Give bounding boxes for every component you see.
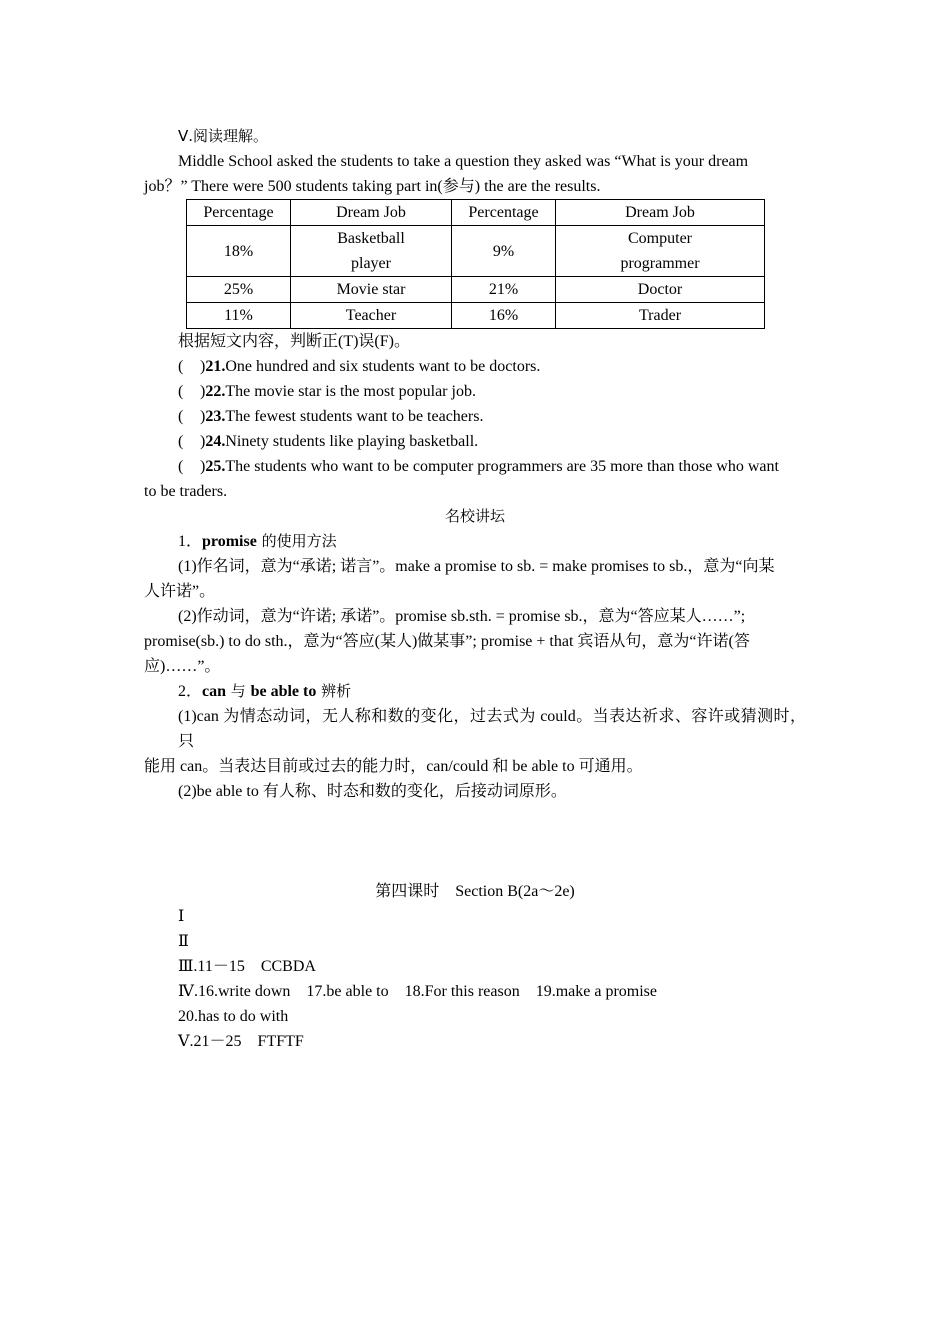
table-cell: 9%	[452, 226, 556, 277]
question-25	[144, 454, 806, 479]
instruction: 根据短文内容，判断正(T)误(F)。	[178, 333, 410, 350]
table-header-cell: Dream Job	[556, 200, 765, 226]
point-number: 1．	[178, 533, 203, 550]
document-page	[144, 124, 806, 1054]
answer-line: Ⅰ	[178, 908, 185, 925]
answer-paren-open: (	[178, 433, 184, 450]
section-heading: Ⅴ.阅读理解。	[178, 127, 269, 145]
point-1b-line-1: (2)作动词，意为“许诺; 承诺”。promise sb.sth. = promise sb.，意为“答应某人……”;	[178, 608, 746, 625]
answer-line: Ⅴ.21－25 FTFTF	[178, 1033, 304, 1050]
table-cell: 16%	[452, 303, 556, 329]
answer-paren-close: )	[200, 458, 206, 475]
point-number: 2．	[178, 683, 203, 700]
intro-line-1: Middle School asked the students to take a question they asked was “What is your dream	[178, 153, 749, 170]
question-25-continued: to be traders.	[144, 483, 228, 500]
question-text: The movie star is the most popular job.	[225, 383, 476, 400]
point-title: 的使用方法	[256, 532, 337, 550]
table-cell: Computer programmer	[556, 226, 765, 277]
question-text: The fewest students want to be teachers.	[225, 408, 484, 425]
point-2-heading	[144, 679, 806, 704]
table-row	[187, 226, 765, 277]
question-number: 21.	[205, 358, 226, 375]
table-cell: 25%	[187, 277, 291, 303]
point-1a-line-1: (1)作名词，意为“承诺; 诺言”。make a promise to sb. = make promises to sb.，意为“向某	[178, 558, 775, 575]
point-title: 辨析	[316, 682, 352, 700]
answer-paren-open: (	[178, 358, 184, 375]
question-text: The students who want to be computer programmers are 35 more than those who want	[225, 458, 779, 475]
intro-line-2: job？” There were 500 students taking part in(参与) the are the results.	[144, 178, 601, 195]
point-1a-line-2: 人许诺”。	[144, 583, 216, 600]
answer-paren-close: )	[200, 383, 206, 400]
answer-paren-close: )	[200, 358, 206, 375]
answers-title: 第四课时 Section B(2a～2e)	[375, 883, 575, 900]
answer-paren-close: )	[200, 408, 206, 425]
table-cell: Movie star	[291, 277, 452, 303]
point-1b-line-2: promise(sb.) to do sth.，意为“答应(某人)做某事”; promise + that 宾语从句，意为“许诺(答	[144, 633, 750, 650]
table-cell: 18%	[187, 226, 291, 277]
question-22	[144, 379, 806, 404]
question-23	[144, 404, 806, 429]
table-cell: Trader	[556, 303, 765, 329]
point-2b-line-1: (2)be able to 有人称、时态和数的变化，后接动词原形。	[178, 783, 567, 800]
table-cell: 11%	[187, 303, 291, 329]
answer-line: Ⅲ.11－15 CCBDA	[178, 958, 316, 975]
answer-paren-open: (	[178, 408, 184, 425]
table-row	[187, 277, 765, 303]
keyword: can	[202, 683, 227, 700]
table-cell: Doctor	[556, 277, 765, 303]
point-2a-line-2: 能用 can。当表达目前或过去的能力时，can/could 和 be able to 可通用。	[144, 758, 643, 775]
table-header-cell: Percentage	[187, 200, 291, 226]
point-1b-line-3: 应)……”。	[144, 658, 221, 675]
question-number: 23.	[205, 408, 226, 425]
question-number: 25.	[205, 458, 226, 475]
question-number: 22.	[205, 383, 226, 400]
question-text: Ninety students like playing basketball.	[225, 433, 479, 450]
question-24	[144, 429, 806, 454]
keyword: be able to	[250, 683, 317, 700]
table-row	[187, 303, 765, 329]
table-cell: 21%	[452, 277, 556, 303]
answer-paren-close: )	[200, 433, 206, 450]
connector: 与	[226, 682, 251, 700]
keyword: promise	[202, 533, 257, 550]
answer-line: 20.has to do with	[178, 1008, 289, 1025]
table-cell: Teacher	[291, 303, 452, 329]
dream-job-table	[186, 199, 765, 329]
answer-paren-open: (	[178, 383, 184, 400]
table-header-row	[187, 200, 765, 226]
point-1-heading	[144, 529, 806, 554]
section-spacer	[144, 804, 806, 879]
question-21	[144, 354, 806, 379]
answer-paren-open: (	[178, 458, 184, 475]
table-cell: Basketball player	[291, 226, 452, 277]
point-2a-line-1: (1)can 为情态动词，无人称和数的变化，过去式为 could。当表达祈求、容许或猜测时，只	[178, 708, 806, 750]
answer-line: Ⅱ	[178, 933, 189, 950]
question-number: 24.	[205, 433, 226, 450]
question-text: One hundred and six students want to be doctors.	[225, 358, 541, 375]
table-header-cell: Dream Job	[291, 200, 452, 226]
answer-line: Ⅳ.16.write down 17.be able to 18.For this reason 19.make a promise	[178, 983, 658, 1000]
table-header-cell: Percentage	[452, 200, 556, 226]
lecture-title: 名校讲坛	[444, 507, 505, 525]
